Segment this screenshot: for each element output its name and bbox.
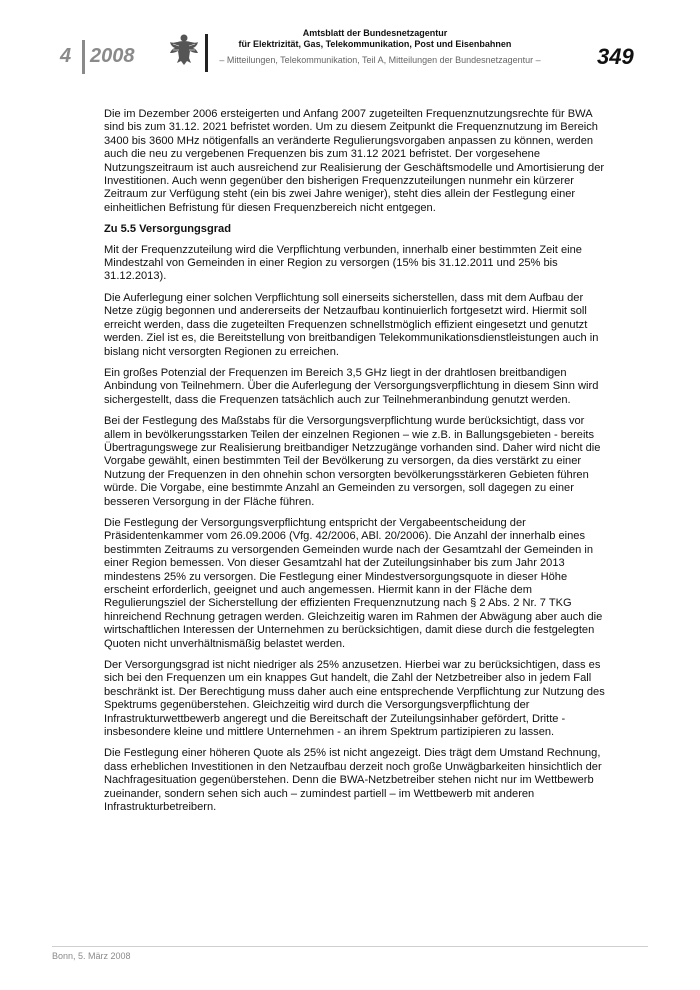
federal-eagle-icon	[168, 32, 200, 68]
paragraph-6: Die Festlegung der Versorgungsverpflichtung entspricht der Vergabeentscheidung der Präsidentenkammer vom 26.09.2006 (Vfg. 42/2006, ABl. 20/2006). Die Anzahl der innerhalb eines bestimmten Zeitraums zu versorgenden Gemeinden wurde nach der Gesamtzahl der Gemeinden in einer Region bemessen. Von dieser Gesamtzahl hat der Zuteilungsinhaber bis zum Jahr 2013 mindestens 25% zu versorgen. Die Festlegung einer Mindestversorgungsquote in dieser Höhe erscheint erforderlich, geeignet und auch angemessen. Hiermit kann in der Fläche dem Regulierungsziel der Sicherstellung der effizienten Frequenznutzung nach § 2 Abs. 2 Nr. 7 TKG hinreichend Rechnung getragen werden. Gleichzeitig waren im Rahmen der Abwägung aber auch die wirtschaftlichen Interessen der Unternehmen zu berücksichtigen, damit diese durch die festgelegten Quoten nicht unverhältnismäßig belastet werden.	[104, 516, 603, 650]
paragraph-8: Die Festlegung einer höheren Quote als 25% ist nicht angezeigt. Dies trägt dem Umstand Rechnung, dass erheblichen Investitionen in den Netzaufbau derzeit noch große Unwägbarkeiten hinsichtlich der Nachfragesituation gegenüberstehen. Denn die BWA-Netzbetreiber stehen nicht nur im Wettbewerb zueinander, sondern sehen sich auch – zumindest partiell – im Wettbewerb mit anderen Infrastrukturbetreibern.	[104, 747, 602, 814]
issue-number: 4	[60, 45, 72, 67]
paragraph-3: Die Auferlegung einer solchen Verpflichtung soll einerseits sicherstellen, dass mit dem Aufbau der Netze zügig begonnen und andererseits der Netzaufbau kontinuierlich fortgesetzt wird. Hiermit soll erreicht werden, dass die zugeteilten Frequenzen schnellstmöglich effizient eingesetzt und genutzt werden. Ziel ist es, die Bereitstellung von breitbandigen Telekommunikationsdienstleistungen auch in bislang nicht versorgten Regionen zu erreichen.	[104, 291, 599, 358]
page-header	[0, 0, 700, 90]
paragraph-7: Der Versorgungsgrad ist nicht niedriger als 25% anzusetzen. Hierbei war zu berücksichtigen, dass es sich bei den Frequenzen um ein knappes Gut handelt, die Zahl der Netzbetreiber also in jedem Fall beschränkt ist. Der Berechtigung muss daher auch eine entsprechende Verpflichtung zur Nutzung des Spektrums gegenüberstehen. Gleichzeitig wird durch die Versorgungsverpflichtung der Infrastrukturwettbewerb angeregt und die Bereitschaft der Zuteilungsinhaber gefördert, Dritte - insbesondere kleine und mittlere Unternehmen - an ihrem Spektrum partizipieren zu lassen.	[104, 659, 605, 739]
publication-title-line-1: Amtsblatt der Bundesnetzagentur	[302, 28, 448, 38]
paragraph-4: Ein großes Potenzial der Frequenzen im Bereich 3,5 GHz liegt in der drahtlosen breitbandigen Anbindung von Teilnehmern. Über die Auferlegung der Versorgungsverpflichtung in diesem Sinn wird sichergestellt, dass die Frequenzen tatsächlich auch zur Teilnehmeranbindung genutzt werden.	[104, 366, 599, 406]
footer-divider	[52, 946, 648, 947]
section-heading: Zu 5.5 Versorgungsgrad	[104, 223, 231, 236]
issue-divider	[82, 40, 85, 74]
publication-subtitle: – Mitteilungen, Telekommunikation, Teil A, Mitteilungen der Bundesnetzagentur –	[219, 55, 541, 65]
publication-title	[215, 28, 535, 50]
publication-title-line-2: für Elektrizität, Gas, Telekommunikation, Post und Eisenbahnen	[238, 39, 512, 49]
footer-date: Bonn, 5. März 2008	[52, 951, 131, 961]
logo-divider	[205, 34, 208, 72]
page-number: 349	[597, 44, 634, 69]
issue-year: 2008	[90, 45, 135, 67]
paragraph-2: Mit der Frequenzzuteilung wird die Verpflichtung verbunden, innerhalb einer bestimmten Zeit eine Mindestzahl von Gemeinden in einer Region zu versorgen (15% bis 31.12.2011 und 25% bis 31.12.2013).	[104, 243, 582, 283]
paragraph-5: Bei der Festlegung des Maßstabs für die Versorgungsverpflichtung wurde berücksichtigt, dass vor allem in bevölkerungsstarken Teilen der einzelnen Regionen – wie z.B. in Ballungsgebieten - bereits Übertragungswege zur Realisierung breitbandiger Netzzugänge vorhanden sind. Daher wird nicht die Vorgabe gewählt, einen bestimmten Teil der Bevölkerung zu versorgen, da dies verstärkt zu einer Nutzung der Frequenzen in den ohnehin schon versorgten bevölkerungsstärkeren Gebieten führen würde. Die Vorgabe, eine bestimmte Anzahl an Gemeinden zu versorgen, soll dagegen zu einer besseren Versorgung in der Fläche führen.	[104, 415, 601, 508]
paragraph-1: Die im Dezember 2006 ersteigerten und Anfang 2007 zugeteilten Frequenznutzungsrechte für BWA sind bis zum 31.12. 2021 befristet worden. Um zu diesem Zeitpunkt die Frequenznutzung im Bereich 3400 bis 3600 MHz nötigenfalls an veränderte Regulierungsvorgaben anpassen zu können, werden auch die neu zu vergebenen Frequenzen bis zum 31.12 2021 befristet. Der vorgesehene Nutzungszeitraum ist auch ausreichend zur Realisierung der Geschäftsmodelle und Amortisierung der Investitionen. Auch wenn gegenüber den bisherigen Frequenzzuteilungen nunmehr ein kürzerer Zeitraum zur Verfügung steht (ein bis zwei Jahre weniger), steht dies allein der Festlegung einer einheitlichen Befristung für diesen Frequenzbereich nicht entgegen.	[104, 108, 605, 214]
document-body	[104, 108, 612, 823]
